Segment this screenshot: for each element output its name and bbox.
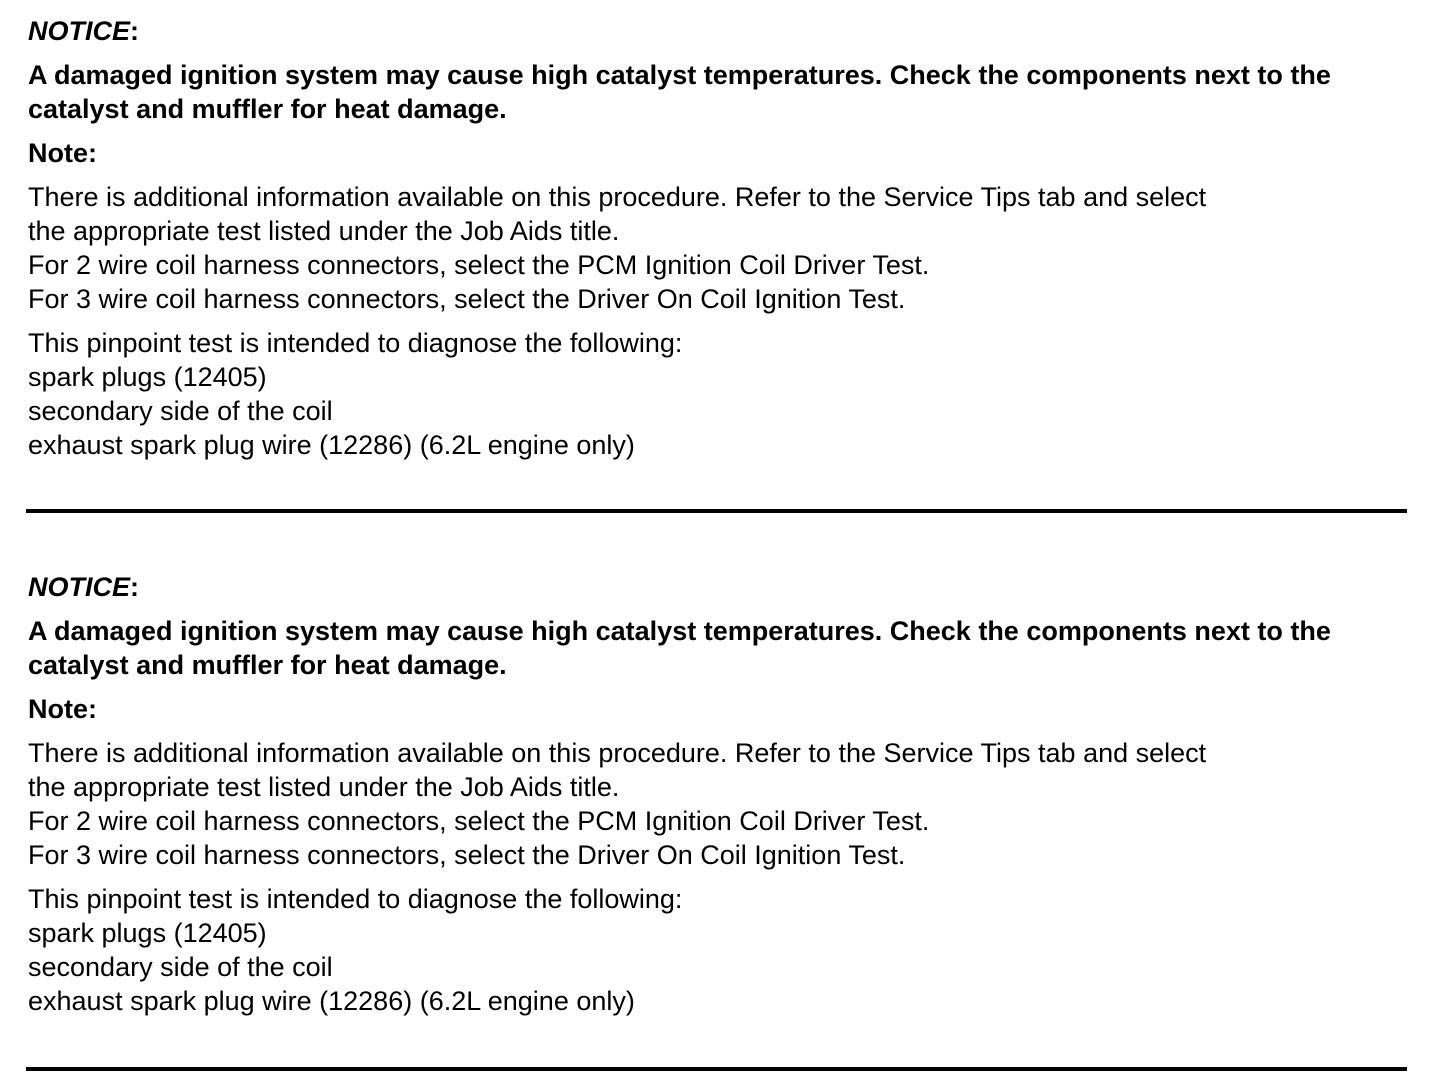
note-line: There is additional information available on this procedure. Refer to the Service Tips tab and select [28, 182, 1207, 212]
diagnose-item: secondary side of the coil [28, 952, 333, 982]
diagnose-intro: This pinpoint test is intended to diagnose the following: [28, 328, 683, 358]
diagnose-item: exhaust spark plug wire (12286) (6.2L engine only) [28, 430, 635, 460]
note-heading: Note: [28, 694, 97, 724]
note-line: For 3 wire coil harness connectors, select the Driver On Coil Ignition Test. [28, 284, 906, 314]
notice-text: A damaged ignition system may cause high catalyst temperatures. Check the components next to the catalyst and muffler for heat damage. [28, 60, 1331, 124]
notice-heading: NOTICE: [28, 572, 140, 602]
diagnose-intro: This pinpoint test is intended to diagnose the following: [28, 884, 683, 914]
notice-heading: NOTICE: [28, 16, 140, 46]
diagnose-item: spark plugs (12405) [28, 918, 267, 948]
note-line: There is additional information available on this procedure. Refer to the Service Tips tab and select [28, 738, 1207, 768]
note-text [28, 180, 1408, 316]
note-line: the appropriate test listed under the Job Aids title. [28, 772, 620, 802]
note-heading: Note: [28, 138, 97, 168]
diagnose-block [28, 882, 1408, 1018]
note-line: For 2 wire coil harness connectors, select the PCM Ignition Coil Driver Test. [28, 250, 930, 280]
section-divider [26, 1067, 1407, 1071]
notice-text: A damaged ignition system may cause high catalyst temperatures. Check the components next to the catalyst and muffler for heat damage. [28, 616, 1331, 680]
notice-section-1 [28, 14, 1408, 462]
notice-section-2 [28, 570, 1408, 1018]
note-line: the appropriate test listed under the Job Aids title. [28, 216, 620, 246]
note-line: For 2 wire coil harness connectors, select the PCM Ignition Coil Driver Test. [28, 806, 930, 836]
diagnose-item: secondary side of the coil [28, 396, 333, 426]
diagnose-item: exhaust spark plug wire (12286) (6.2L engine only) [28, 986, 635, 1016]
section-divider [26, 509, 1407, 513]
diagnose-block [28, 326, 1408, 462]
note-text [28, 736, 1408, 872]
diagnose-item: spark plugs (12405) [28, 362, 267, 392]
note-line: For 3 wire coil harness connectors, select the Driver On Coil Ignition Test. [28, 840, 906, 870]
